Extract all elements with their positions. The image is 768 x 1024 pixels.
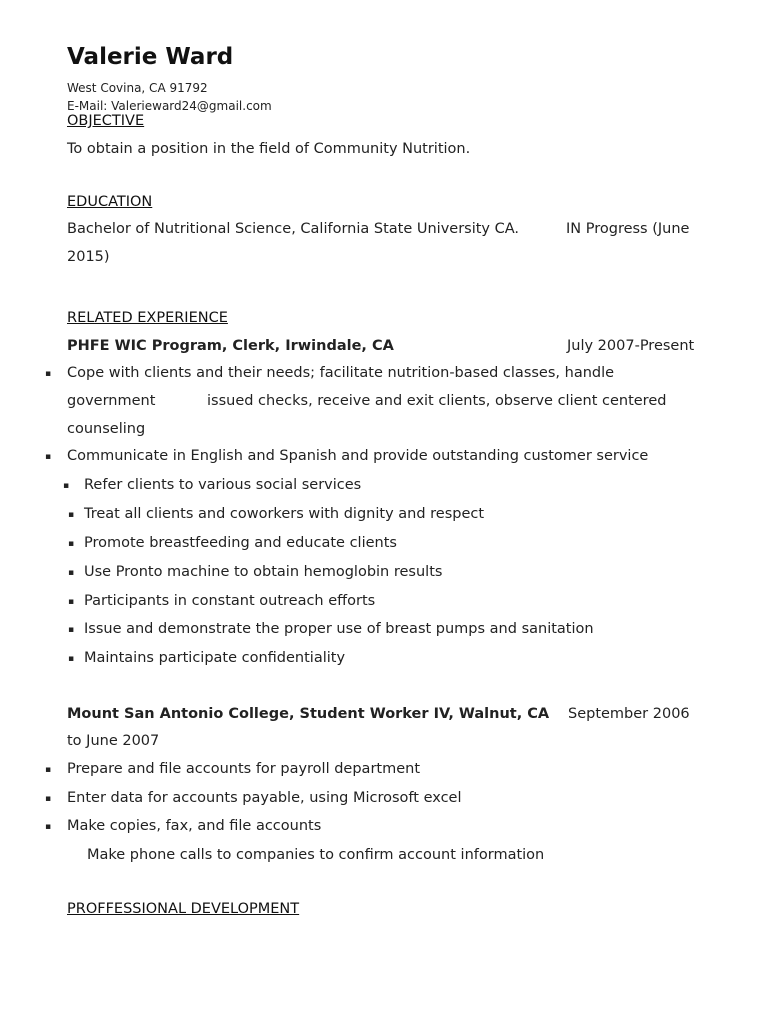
professional-development-heading: PROFFESSIONAL DEVELOPMENT bbox=[67, 901, 300, 917]
job-bullet: Prepare and file accounts for payroll department bbox=[67, 761, 421, 777]
job-title: Mount San Antonio College, Student Worker IV, Walnut, CA bbox=[67, 706, 550, 722]
job-bullet: Issue and demonstrate the proper use of breast pumps and sanitation bbox=[84, 621, 594, 637]
job-bullet: Treat all clients and coworkers with dignity and respect bbox=[84, 506, 485, 522]
bullet-marker: ▪ bbox=[45, 452, 52, 462]
job-bullet: Enter data for accounts payable, using Microsoft excel bbox=[67, 790, 462, 806]
contact-email: E-Mail: Valerieward24@gmail.com bbox=[67, 99, 272, 113]
education-heading: EDUCATION bbox=[67, 194, 153, 210]
job-bullet: Use Pronto machine to obtain hemoglobin results bbox=[84, 564, 443, 580]
job-bullet: Participants in constant outreach efforts bbox=[84, 593, 376, 609]
job-bullet: Make copies, fax, and file accounts bbox=[67, 818, 322, 834]
resume-name: Valerie Ward bbox=[67, 44, 234, 70]
job-dates-cont: to June 2007 bbox=[67, 733, 160, 749]
bullet-marker: ▪ bbox=[68, 510, 75, 520]
job-bullet: Refer clients to various social services bbox=[84, 477, 362, 493]
job-bullet: Promote breastfeeding and educate clients bbox=[84, 535, 397, 551]
contact-location: West Covina, CA 91792 bbox=[67, 81, 208, 95]
objective-heading: OBJECTIVE bbox=[67, 113, 145, 129]
objective-text: To obtain a position in the field of Community Nutrition. bbox=[67, 141, 471, 157]
bullet-marker: ▪ bbox=[45, 822, 52, 832]
job-bullet-cont: government bbox=[67, 393, 156, 409]
job-bullet: Make phone calls to companies to confirm account information bbox=[87, 847, 545, 863]
bullet-marker: ▪ bbox=[68, 625, 75, 635]
bullet-marker: ▪ bbox=[68, 568, 75, 578]
job-dates: July 2007-Present bbox=[567, 338, 695, 354]
education-degree: Bachelor of Nutritional Science, California State University CA. bbox=[67, 221, 520, 237]
job-bullet: Communicate in English and Spanish and provide outstanding customer service bbox=[67, 448, 649, 464]
job-bullet: Cope with clients and their needs; facilitate nutrition-based classes, handle bbox=[67, 365, 615, 381]
job-bullet-cont: issued checks, receive and exit clients, observe client centered bbox=[207, 393, 667, 409]
bullet-marker: ▪ bbox=[45, 369, 52, 379]
job-bullet-cont: counseling bbox=[67, 421, 146, 437]
bullet-marker: ▪ bbox=[68, 597, 75, 607]
job-bullet: Maintains participate confidentiality bbox=[84, 650, 346, 666]
bullet-marker: ▪ bbox=[68, 654, 75, 664]
job-dates: September 2006 bbox=[568, 706, 690, 722]
experience-heading: RELATED EXPERIENCE bbox=[67, 310, 228, 326]
education-status: IN Progress (June bbox=[566, 221, 690, 237]
job-title: PHFE WIC Program, Clerk, Irwindale, CA bbox=[67, 338, 394, 354]
bullet-marker: ▪ bbox=[45, 765, 52, 775]
bullet-marker: ▪ bbox=[68, 539, 75, 549]
bullet-marker: ▪ bbox=[63, 481, 70, 491]
bullet-marker: ▪ bbox=[45, 794, 52, 804]
education-status-cont: 2015) bbox=[67, 249, 110, 265]
